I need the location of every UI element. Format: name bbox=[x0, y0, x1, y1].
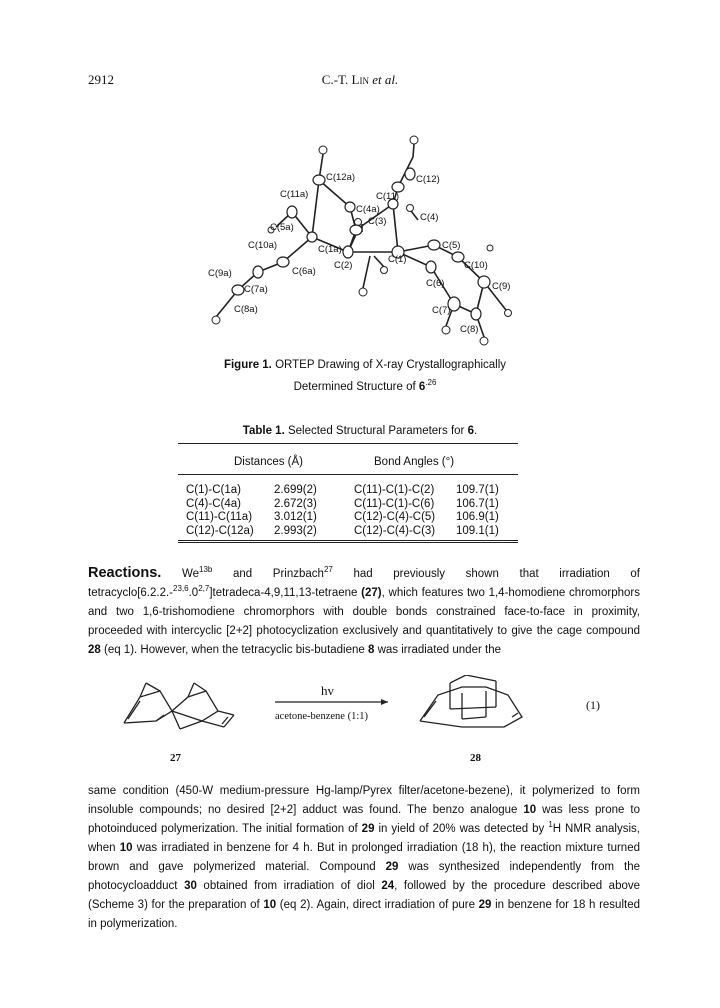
arrow-label-solvent: acetone-benzene (1:1) bbox=[275, 711, 368, 722]
reference-sup: .26 bbox=[425, 378, 437, 387]
author-prefix: C.-T. bbox=[321, 72, 352, 87]
compound-ref: 29 bbox=[385, 861, 399, 873]
atom-label: C(8) bbox=[460, 324, 479, 335]
compound-ref: 6 bbox=[467, 425, 474, 437]
text-run: H NMR analysis, when bbox=[88, 823, 640, 854]
text-run: was synthesized independently from the photocycloadduct bbox=[88, 861, 640, 892]
superscript: 2,7 bbox=[198, 584, 210, 594]
text-run: in benzene for 18 h resulted in polymerization. bbox=[88, 899, 640, 930]
text-run: ]tetradeca-4,9,11,13-tetraene bbox=[209, 587, 362, 599]
ortep-drawing bbox=[188, 132, 528, 362]
distance-cell: 2.699(2) bbox=[274, 484, 317, 496]
reaction-arrowhead bbox=[381, 699, 388, 705]
atom-label: C(7a) bbox=[244, 284, 268, 295]
figure-caption-line2: Determined Structure of bbox=[293, 380, 419, 393]
atom-label: C(4) bbox=[420, 212, 439, 223]
bond-cell: C(1)-C(1a) bbox=[186, 484, 241, 496]
text-run: (eq 2). Again, direct irradiation of pure bbox=[276, 899, 479, 911]
equation-number: (1) bbox=[586, 698, 600, 712]
ortep-atom-labels bbox=[208, 172, 510, 335]
text-run: , which features two 1,4-homodiene chromorphors and two 1,6-trishomodiene chromorphors with double bonds constrained face-to-face in proximity, proceeded with intercyclic [2+2] photocyclization exclusively and quantitatively to give the cage compound bbox=[88, 587, 640, 637]
compound-ref: 10 bbox=[523, 804, 537, 816]
figure-caption-label: Figure 1. bbox=[223, 359, 272, 371]
table-header-rule bbox=[178, 474, 518, 475]
atom-label: C(6a) bbox=[292, 266, 316, 277]
compound-ref: (27) bbox=[361, 587, 382, 599]
text-run: had previously shown that irradiation of tetracyclo[6.2.2.- bbox=[88, 568, 640, 599]
distance-cell: 2.672(3) bbox=[274, 497, 317, 510]
atom-label: C(5) bbox=[442, 240, 461, 251]
column-header-distances: Distances (Å) bbox=[234, 456, 304, 468]
bond-cell: C(12)-C(12a) bbox=[186, 524, 254, 537]
compound-ref: 29 bbox=[478, 899, 492, 911]
table-title bbox=[0, 425, 720, 437]
text-run: (eq 1). However, when the tetracyclic bis-butadiene bbox=[100, 644, 368, 656]
atom-label: C(10) bbox=[464, 260, 488, 271]
superscript: 23,6 bbox=[173, 584, 189, 594]
table-bottom-rule-2 bbox=[178, 542, 518, 543]
text-run: was less prone to photoinduced polymerization. The initial formation of bbox=[88, 804, 640, 835]
compound-ref: 29 bbox=[361, 823, 375, 835]
bond-cell: C(11)-C(11a) bbox=[186, 511, 253, 523]
table-bottom-rule bbox=[178, 540, 518, 541]
table-title-text: Selected Structural Parameters for bbox=[287, 425, 468, 437]
text-run: .0 bbox=[188, 587, 199, 599]
atom-label: C(5a) bbox=[270, 222, 294, 233]
atom-label: C(12a) bbox=[326, 172, 356, 183]
angle-atoms-cell: C(11)-C(1)-C(6) bbox=[354, 497, 435, 510]
text-run: was irradiated in benzene for 4 h. But in prolonged irradiation (18 h), the reaction mixture turned brown and gave polymerized material. Compound bbox=[88, 842, 640, 873]
compound-ref: 8 bbox=[368, 644, 375, 656]
distance-cell: 3.012(1) bbox=[274, 511, 317, 523]
compound-ref: 6 bbox=[418, 380, 426, 393]
angle-atoms-cell: C(11)-C(1)-C(2) bbox=[354, 484, 435, 496]
text-run: was irradiated under the bbox=[374, 644, 501, 656]
text-run: same condition (450-W medium-pressure Hg-lamp/Pyrex filter/acetone-bezene), it polymerized to form insoluble compounds; no desired [2+2] adduct was found. The benzo analogue bbox=[88, 785, 640, 816]
table-row bbox=[178, 525, 518, 539]
table-row bbox=[178, 484, 518, 498]
paragraph-reactions bbox=[88, 564, 640, 660]
angle-cell: 106.9(1) bbox=[456, 511, 499, 523]
author-suffix: et al. bbox=[372, 72, 399, 87]
text-run: , followed by the procedure described above (Scheme 3) for the preparation of bbox=[88, 880, 641, 911]
atom-label: C(6) bbox=[426, 278, 445, 289]
author-surname: Lin bbox=[351, 72, 369, 87]
compound-label-28: 28 bbox=[470, 752, 481, 764]
compound-ref: 30 bbox=[184, 880, 197, 892]
atom-label: C(8a) bbox=[234, 304, 258, 315]
angle-cell: 109.7(1) bbox=[456, 484, 499, 496]
bond-cell: C(4)-C(4a) bbox=[186, 497, 241, 510]
atom-label: C(12) bbox=[416, 174, 440, 185]
running-header bbox=[0, 72, 720, 88]
atom-label: C(9) bbox=[492, 281, 511, 292]
compound-label-27: 27 bbox=[170, 752, 181, 764]
text-run: and Prinzbach bbox=[212, 568, 324, 580]
table-title-end: . bbox=[473, 425, 478, 437]
figure-caption-line1: ORTEP Drawing of X-ray Crystallographically bbox=[275, 359, 507, 371]
column-header-angles: Bond Angles (°) bbox=[374, 456, 455, 468]
atom-label: C(7) bbox=[432, 305, 451, 316]
distance-cell: 2.993(2) bbox=[274, 524, 317, 537]
atom-label: C(3) bbox=[368, 216, 387, 227]
angle-cell: 109.1(1) bbox=[456, 524, 499, 537]
reference-sup: 27 bbox=[323, 565, 333, 575]
compound-ref: 10 bbox=[263, 899, 277, 911]
compound-27-structure bbox=[124, 683, 234, 729]
table-row bbox=[178, 498, 518, 512]
section-heading: Reactions. bbox=[88, 565, 162, 581]
table-row bbox=[178, 511, 518, 525]
atom-label: C(11) bbox=[376, 191, 400, 202]
compound-28-structure bbox=[420, 675, 522, 727]
angle-atoms-cell: C(12)-C(4)-C(5) bbox=[354, 511, 436, 523]
atom-label: C(11a) bbox=[280, 189, 309, 200]
atom-label: C(2) bbox=[334, 260, 353, 271]
table-body bbox=[178, 484, 518, 538]
compound-ref: 10 bbox=[119, 842, 133, 854]
text-run: We bbox=[181, 568, 200, 580]
superscript: 1 bbox=[548, 820, 553, 830]
text-run: obtained from irradiation of diol bbox=[196, 880, 382, 892]
compound-ref: 24 bbox=[381, 880, 395, 892]
compound-ref: 28 bbox=[88, 644, 101, 656]
arrow-label-hv: hv bbox=[321, 683, 334, 698]
angle-cell: 106.7(1) bbox=[456, 497, 499, 510]
angle-atoms-cell: C(12)-C(4)-C(3) bbox=[354, 524, 436, 537]
page-number: 2912 bbox=[88, 72, 114, 87]
paragraph-continuation bbox=[88, 782, 640, 934]
figure-caption bbox=[150, 357, 580, 396]
atom-label: C(4a) bbox=[356, 204, 380, 215]
reference-sup: 13b bbox=[199, 565, 213, 575]
equation-1-scheme bbox=[120, 675, 620, 775]
atom-label: C(10a) bbox=[248, 240, 278, 251]
text-run: in yield of 20% was detected by bbox=[374, 823, 549, 835]
atom-label: C(1) bbox=[388, 254, 407, 265]
atom-label: C(1a) bbox=[318, 244, 342, 255]
atom-label: C(9a) bbox=[208, 268, 232, 279]
table-top-rule bbox=[178, 443, 518, 444]
table-title-label: Table 1. bbox=[242, 425, 285, 437]
